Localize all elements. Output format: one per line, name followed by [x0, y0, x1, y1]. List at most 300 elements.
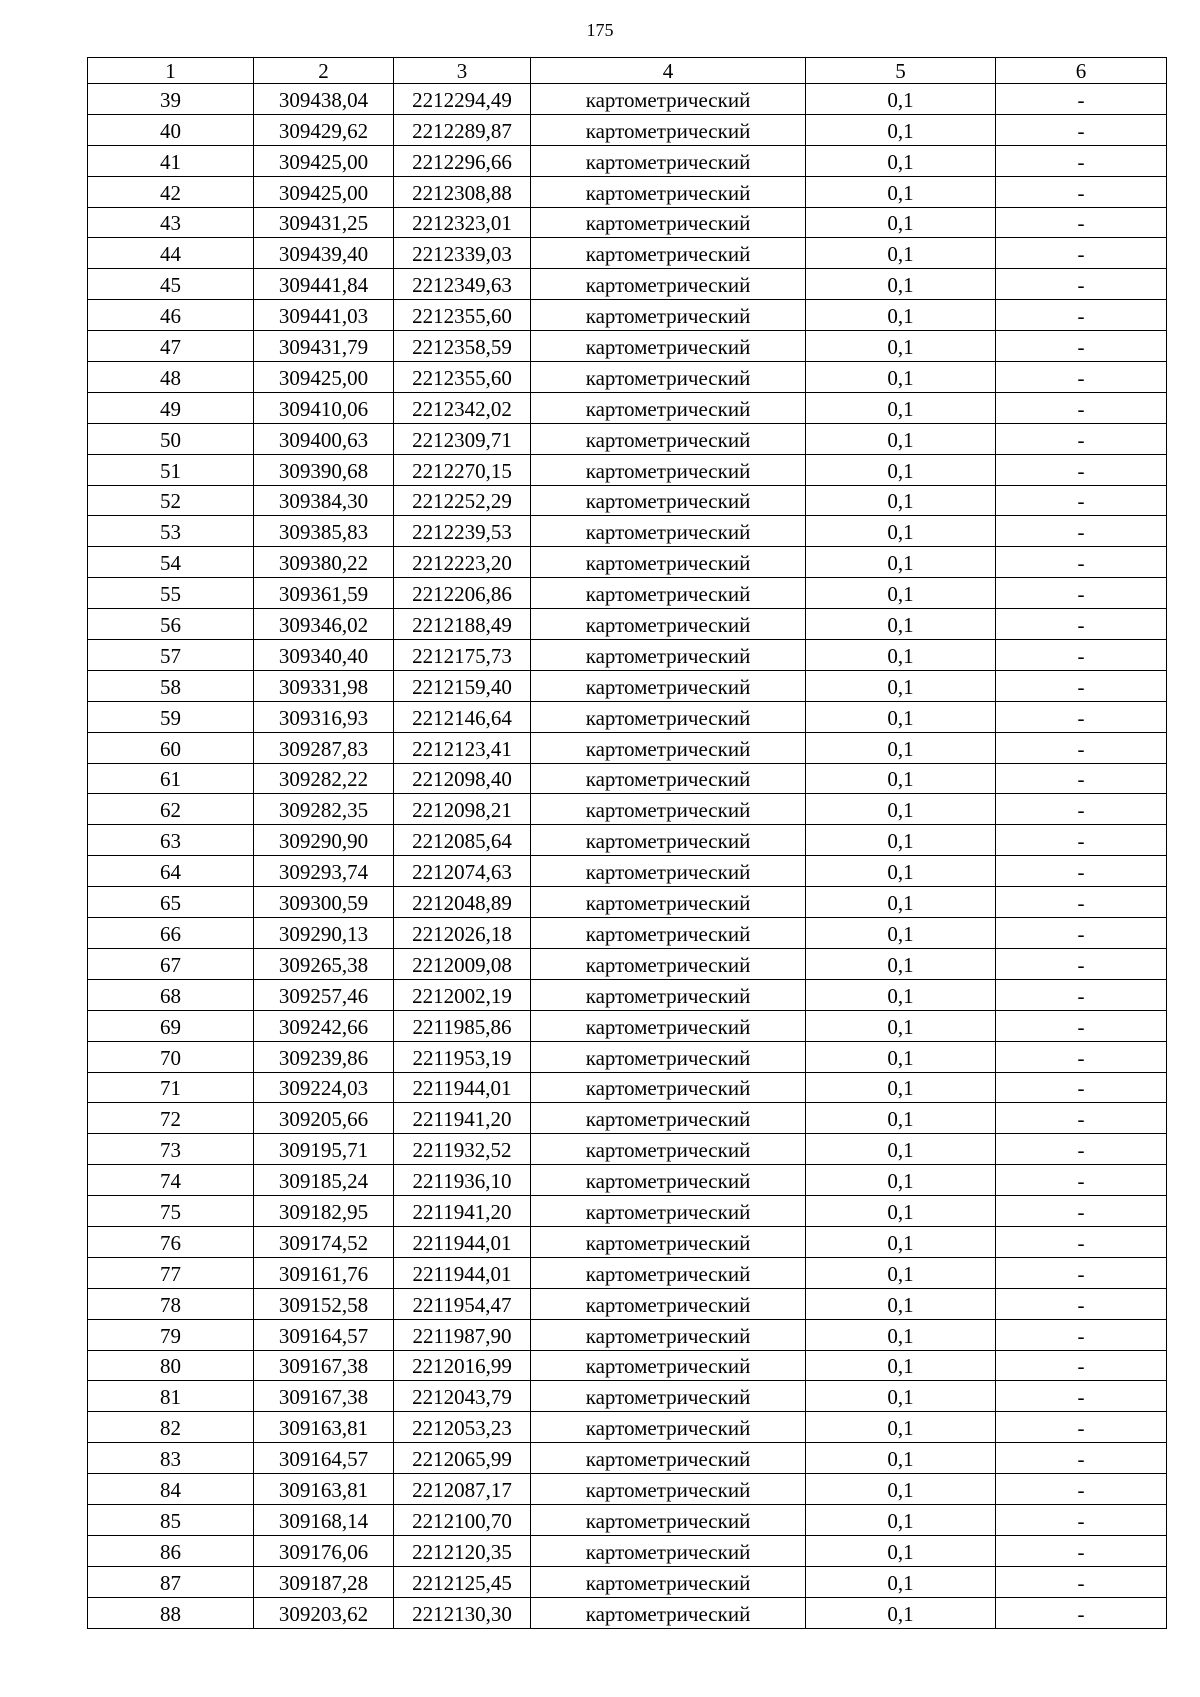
note-cell: - — [996, 207, 1167, 238]
x-coordinate-cell: 309152,58 — [254, 1288, 394, 1319]
y-coordinate-cell: 2212026,18 — [394, 918, 531, 949]
accuracy-cell: 0,1 — [806, 918, 996, 949]
note-cell: - — [996, 238, 1167, 269]
accuracy-cell: 0,1 — [806, 1597, 996, 1628]
x-coordinate-cell: 309282,35 — [254, 794, 394, 825]
table-row — [88, 640, 1167, 671]
method-cell: картометрический — [531, 887, 806, 918]
table-row — [88, 825, 1167, 856]
x-coordinate-cell: 309164,57 — [254, 1319, 394, 1350]
method-cell: картометрический — [531, 84, 806, 115]
point-number-cell: 46 — [88, 300, 254, 331]
accuracy-cell: 0,1 — [806, 1041, 996, 1072]
table-row — [88, 207, 1167, 238]
coordinates-table — [87, 57, 1167, 1629]
method-cell: картометрический — [531, 1103, 806, 1134]
table-row — [88, 609, 1167, 640]
point-number-cell: 80 — [88, 1350, 254, 1381]
y-coordinate-cell: 2211944,01 — [394, 1257, 531, 1288]
method-cell: картометрический — [531, 918, 806, 949]
method-cell: картометрический — [531, 979, 806, 1010]
method-cell: картометрический — [531, 238, 806, 269]
table-row — [88, 887, 1167, 918]
column-header: 1 — [88, 58, 254, 84]
accuracy-cell: 0,1 — [806, 331, 996, 362]
point-number-cell: 67 — [88, 948, 254, 979]
method-cell: картометрический — [531, 1134, 806, 1165]
point-number-cell: 63 — [88, 825, 254, 856]
note-cell: - — [996, 1010, 1167, 1041]
point-number-cell: 85 — [88, 1504, 254, 1535]
table-row — [88, 1535, 1167, 1566]
point-number-cell: 84 — [88, 1474, 254, 1505]
x-coordinate-cell: 309195,71 — [254, 1134, 394, 1165]
note-cell: - — [996, 887, 1167, 918]
note-cell: - — [996, 1134, 1167, 1165]
accuracy-cell: 0,1 — [806, 1165, 996, 1196]
point-number-cell: 66 — [88, 918, 254, 949]
point-number-cell: 56 — [88, 609, 254, 640]
table-row — [88, 918, 1167, 949]
point-number-cell: 58 — [88, 670, 254, 701]
table-row — [88, 1257, 1167, 1288]
note-cell: - — [996, 640, 1167, 671]
x-coordinate-cell: 309203,62 — [254, 1597, 394, 1628]
note-cell: - — [996, 145, 1167, 176]
accuracy-cell: 0,1 — [806, 207, 996, 238]
note-cell: - — [996, 485, 1167, 516]
method-cell: картометрический — [531, 331, 806, 362]
accuracy-cell: 0,1 — [806, 423, 996, 454]
table-row — [88, 84, 1167, 115]
point-number-cell: 52 — [88, 485, 254, 516]
accuracy-cell: 0,1 — [806, 1350, 996, 1381]
point-number-cell: 73 — [88, 1134, 254, 1165]
note-cell: - — [996, 979, 1167, 1010]
y-coordinate-cell: 2211932,52 — [394, 1134, 531, 1165]
y-coordinate-cell: 2212296,66 — [394, 145, 531, 176]
x-coordinate-cell: 309174,52 — [254, 1226, 394, 1257]
x-coordinate-cell: 309242,66 — [254, 1010, 394, 1041]
accuracy-cell: 0,1 — [806, 578, 996, 609]
accuracy-cell: 0,1 — [806, 1196, 996, 1227]
accuracy-cell: 0,1 — [806, 1257, 996, 1288]
point-number-cell: 81 — [88, 1381, 254, 1412]
x-coordinate-cell: 309182,95 — [254, 1196, 394, 1227]
y-coordinate-cell: 2212123,41 — [394, 732, 531, 763]
point-number-cell: 64 — [88, 856, 254, 887]
table-row — [88, 114, 1167, 145]
accuracy-cell: 0,1 — [806, 84, 996, 115]
accuracy-cell: 0,1 — [806, 763, 996, 794]
table-body — [88, 84, 1167, 1629]
x-coordinate-cell: 309316,93 — [254, 701, 394, 732]
x-coordinate-cell: 309257,46 — [254, 979, 394, 1010]
point-number-cell: 39 — [88, 84, 254, 115]
y-coordinate-cell: 2212206,86 — [394, 578, 531, 609]
column-header: 3 — [394, 58, 531, 84]
x-coordinate-cell: 309431,79 — [254, 331, 394, 362]
method-cell: картометрический — [531, 1196, 806, 1227]
y-coordinate-cell: 2211944,01 — [394, 1072, 531, 1103]
y-coordinate-cell: 2212355,60 — [394, 362, 531, 393]
column-header: 6 — [996, 58, 1167, 84]
x-coordinate-cell: 309187,28 — [254, 1566, 394, 1597]
x-coordinate-cell: 309282,22 — [254, 763, 394, 794]
note-cell: - — [996, 670, 1167, 701]
y-coordinate-cell: 2212252,29 — [394, 485, 531, 516]
x-coordinate-cell: 309290,13 — [254, 918, 394, 949]
y-coordinate-cell: 2212043,79 — [394, 1381, 531, 1412]
accuracy-cell: 0,1 — [806, 856, 996, 887]
x-coordinate-cell: 309425,00 — [254, 145, 394, 176]
note-cell: - — [996, 1350, 1167, 1381]
point-number-cell: 88 — [88, 1597, 254, 1628]
x-coordinate-cell: 309224,03 — [254, 1072, 394, 1103]
table-row — [88, 763, 1167, 794]
accuracy-cell: 0,1 — [806, 1072, 996, 1103]
method-cell: картометрический — [531, 1226, 806, 1257]
method-cell: картометрический — [531, 454, 806, 485]
x-coordinate-cell: 309439,40 — [254, 238, 394, 269]
accuracy-cell: 0,1 — [806, 145, 996, 176]
accuracy-cell: 0,1 — [806, 1443, 996, 1474]
note-cell: - — [996, 1319, 1167, 1350]
accuracy-cell: 0,1 — [806, 609, 996, 640]
note-cell: - — [996, 763, 1167, 794]
y-coordinate-cell: 2211953,19 — [394, 1041, 531, 1072]
y-coordinate-cell: 2212098,21 — [394, 794, 531, 825]
accuracy-cell: 0,1 — [806, 979, 996, 1010]
x-coordinate-cell: 309390,68 — [254, 454, 394, 485]
accuracy-cell: 0,1 — [806, 516, 996, 547]
note-cell: - — [996, 1257, 1167, 1288]
table-row — [88, 454, 1167, 485]
point-number-cell: 68 — [88, 979, 254, 1010]
method-cell: картометрический — [531, 609, 806, 640]
method-cell: картометрический — [531, 1072, 806, 1103]
point-number-cell: 87 — [88, 1566, 254, 1597]
y-coordinate-cell: 2212239,53 — [394, 516, 531, 547]
note-cell: - — [996, 176, 1167, 207]
point-number-cell: 42 — [88, 176, 254, 207]
y-coordinate-cell: 2212339,03 — [394, 238, 531, 269]
point-number-cell: 55 — [88, 578, 254, 609]
x-coordinate-cell: 309167,38 — [254, 1381, 394, 1412]
accuracy-cell: 0,1 — [806, 732, 996, 763]
method-cell: картометрический — [531, 1474, 806, 1505]
point-number-cell: 72 — [88, 1103, 254, 1134]
x-coordinate-cell: 309400,63 — [254, 423, 394, 454]
note-cell: - — [996, 1535, 1167, 1566]
method-cell: картометрический — [531, 392, 806, 423]
table-row — [88, 269, 1167, 300]
column-header: 2 — [254, 58, 394, 84]
table-row — [88, 176, 1167, 207]
x-coordinate-cell: 309425,00 — [254, 362, 394, 393]
accuracy-cell: 0,1 — [806, 1134, 996, 1165]
y-coordinate-cell: 2212309,71 — [394, 423, 531, 454]
accuracy-cell: 0,1 — [806, 1504, 996, 1535]
accuracy-cell: 0,1 — [806, 794, 996, 825]
y-coordinate-cell: 2212294,49 — [394, 84, 531, 115]
method-cell: картометрический — [531, 732, 806, 763]
method-cell: картометрический — [531, 1412, 806, 1443]
x-coordinate-cell: 309380,22 — [254, 547, 394, 578]
y-coordinate-cell: 2212358,59 — [394, 331, 531, 362]
x-coordinate-cell: 309205,66 — [254, 1103, 394, 1134]
x-coordinate-cell: 309340,40 — [254, 640, 394, 671]
table-row — [88, 331, 1167, 362]
note-cell: - — [996, 578, 1167, 609]
y-coordinate-cell: 2212355,60 — [394, 300, 531, 331]
accuracy-cell: 0,1 — [806, 1474, 996, 1505]
point-number-cell: 57 — [88, 640, 254, 671]
note-cell: - — [996, 1566, 1167, 1597]
y-coordinate-cell: 2212342,02 — [394, 392, 531, 423]
accuracy-cell: 0,1 — [806, 176, 996, 207]
table-row — [88, 485, 1167, 516]
point-number-cell: 60 — [88, 732, 254, 763]
point-number-cell: 59 — [88, 701, 254, 732]
note-cell: - — [996, 1288, 1167, 1319]
point-number-cell: 53 — [88, 516, 254, 547]
table-row — [88, 1041, 1167, 1072]
table-row — [88, 1010, 1167, 1041]
x-coordinate-cell: 309293,74 — [254, 856, 394, 887]
point-number-cell: 47 — [88, 331, 254, 362]
y-coordinate-cell: 2212223,20 — [394, 547, 531, 578]
y-coordinate-cell: 2212009,08 — [394, 948, 531, 979]
accuracy-cell: 0,1 — [806, 1010, 996, 1041]
table-row — [88, 856, 1167, 887]
note-cell: - — [996, 732, 1167, 763]
method-cell: картометрический — [531, 1041, 806, 1072]
method-cell: картометрический — [531, 207, 806, 238]
y-coordinate-cell: 2212002,19 — [394, 979, 531, 1010]
y-coordinate-cell: 2212308,88 — [394, 176, 531, 207]
table-row — [88, 1165, 1167, 1196]
method-cell: картометрический — [531, 362, 806, 393]
method-cell: картометрический — [531, 856, 806, 887]
y-coordinate-cell: 2212175,73 — [394, 640, 531, 671]
y-coordinate-cell: 2211941,20 — [394, 1103, 531, 1134]
x-coordinate-cell: 309384,30 — [254, 485, 394, 516]
method-cell: картометрический — [531, 269, 806, 300]
y-coordinate-cell: 2212130,30 — [394, 1597, 531, 1628]
accuracy-cell: 0,1 — [806, 392, 996, 423]
y-coordinate-cell: 2211944,01 — [394, 1226, 531, 1257]
note-cell: - — [996, 1041, 1167, 1072]
note-cell: - — [996, 1412, 1167, 1443]
table-row — [88, 1196, 1167, 1227]
x-coordinate-cell: 309290,90 — [254, 825, 394, 856]
y-coordinate-cell: 2212120,35 — [394, 1535, 531, 1566]
method-cell: картометрический — [531, 516, 806, 547]
method-cell: картометрический — [531, 145, 806, 176]
y-coordinate-cell: 2212289,87 — [394, 114, 531, 145]
point-number-cell: 45 — [88, 269, 254, 300]
method-cell: картометрический — [531, 423, 806, 454]
accuracy-cell: 0,1 — [806, 887, 996, 918]
accuracy-cell: 0,1 — [806, 269, 996, 300]
note-cell: - — [996, 948, 1167, 979]
note-cell: - — [996, 516, 1167, 547]
x-coordinate-cell: 309161,76 — [254, 1257, 394, 1288]
method-cell: картометрический — [531, 1566, 806, 1597]
method-cell: картометрический — [531, 794, 806, 825]
table-row — [88, 578, 1167, 609]
y-coordinate-cell: 2212016,99 — [394, 1350, 531, 1381]
note-cell: - — [996, 1196, 1167, 1227]
note-cell: - — [996, 362, 1167, 393]
point-number-cell: 62 — [88, 794, 254, 825]
method-cell: картометрический — [531, 948, 806, 979]
method-cell: картометрический — [531, 1443, 806, 1474]
accuracy-cell: 0,1 — [806, 825, 996, 856]
note-cell: - — [996, 918, 1167, 949]
y-coordinate-cell: 2212188,49 — [394, 609, 531, 640]
method-cell: картометрический — [531, 300, 806, 331]
x-coordinate-cell: 309185,24 — [254, 1165, 394, 1196]
x-coordinate-cell: 309385,83 — [254, 516, 394, 547]
accuracy-cell: 0,1 — [806, 454, 996, 485]
x-coordinate-cell: 309167,38 — [254, 1350, 394, 1381]
note-cell: - — [996, 1474, 1167, 1505]
note-cell: - — [996, 1443, 1167, 1474]
note-cell: - — [996, 1103, 1167, 1134]
note-cell: - — [996, 1072, 1167, 1103]
point-number-cell: 41 — [88, 145, 254, 176]
y-coordinate-cell: 2212146,64 — [394, 701, 531, 732]
method-cell: картометрический — [531, 485, 806, 516]
header-row — [88, 58, 1167, 84]
table-row — [88, 238, 1167, 269]
note-cell: - — [996, 794, 1167, 825]
table-row — [88, 423, 1167, 454]
method-cell: картометрический — [531, 1381, 806, 1412]
method-cell: картометрический — [531, 1010, 806, 1041]
x-coordinate-cell: 309441,84 — [254, 269, 394, 300]
y-coordinate-cell: 2211936,10 — [394, 1165, 531, 1196]
table-row — [88, 1288, 1167, 1319]
method-cell: картометрический — [531, 547, 806, 578]
y-coordinate-cell: 2212098,40 — [394, 763, 531, 794]
note-cell: - — [996, 423, 1167, 454]
accuracy-cell: 0,1 — [806, 1288, 996, 1319]
page-number: 175 — [586, 20, 614, 40]
accuracy-cell: 0,1 — [806, 1226, 996, 1257]
table-row — [88, 1226, 1167, 1257]
table-row — [88, 1412, 1167, 1443]
point-number-cell: 40 — [88, 114, 254, 145]
point-number-cell: 65 — [88, 887, 254, 918]
table-row — [88, 145, 1167, 176]
note-cell: - — [996, 701, 1167, 732]
x-coordinate-cell: 309176,06 — [254, 1535, 394, 1566]
note-cell: - — [996, 269, 1167, 300]
accuracy-cell: 0,1 — [806, 640, 996, 671]
table-row — [88, 300, 1167, 331]
table-row — [88, 670, 1167, 701]
accuracy-cell: 0,1 — [806, 701, 996, 732]
table-header — [88, 58, 1167, 84]
table-row — [88, 1103, 1167, 1134]
y-coordinate-cell: 2212100,70 — [394, 1504, 531, 1535]
method-cell: картометрический — [531, 825, 806, 856]
note-cell: - — [996, 856, 1167, 887]
table-row — [88, 794, 1167, 825]
point-number-cell: 50 — [88, 423, 254, 454]
point-number-cell: 83 — [88, 1443, 254, 1474]
point-number-cell: 78 — [88, 1288, 254, 1319]
note-cell: - — [996, 114, 1167, 145]
point-number-cell: 44 — [88, 238, 254, 269]
point-number-cell: 54 — [88, 547, 254, 578]
point-number-cell: 69 — [88, 1010, 254, 1041]
y-coordinate-cell: 2212323,01 — [394, 207, 531, 238]
note-cell: - — [996, 825, 1167, 856]
point-number-cell: 74 — [88, 1165, 254, 1196]
y-coordinate-cell: 2212048,89 — [394, 887, 531, 918]
method-cell: картометрический — [531, 763, 806, 794]
accuracy-cell: 0,1 — [806, 300, 996, 331]
point-number-cell: 82 — [88, 1412, 254, 1443]
method-cell: картометрический — [531, 1165, 806, 1196]
point-number-cell: 79 — [88, 1319, 254, 1350]
method-cell: картометрический — [531, 114, 806, 145]
x-coordinate-cell: 309425,00 — [254, 176, 394, 207]
table-row — [88, 547, 1167, 578]
method-cell: картометрический — [531, 1597, 806, 1628]
x-coordinate-cell: 309361,59 — [254, 578, 394, 609]
x-coordinate-cell: 309287,83 — [254, 732, 394, 763]
point-number-cell: 71 — [88, 1072, 254, 1103]
table-row — [88, 732, 1167, 763]
point-number-cell: 48 — [88, 362, 254, 393]
point-number-cell: 51 — [88, 454, 254, 485]
table-row — [88, 1381, 1167, 1412]
y-coordinate-cell: 2211985,86 — [394, 1010, 531, 1041]
note-cell: - — [996, 84, 1167, 115]
point-number-cell: 76 — [88, 1226, 254, 1257]
y-coordinate-cell: 2212087,17 — [394, 1474, 531, 1505]
method-cell: картометрический — [531, 701, 806, 732]
point-number-cell: 70 — [88, 1041, 254, 1072]
table-row — [88, 392, 1167, 423]
table-row — [88, 1443, 1167, 1474]
y-coordinate-cell: 2211954,47 — [394, 1288, 531, 1319]
y-coordinate-cell: 2212074,63 — [394, 856, 531, 887]
column-header: 4 — [531, 58, 806, 84]
y-coordinate-cell: 2211987,90 — [394, 1319, 531, 1350]
accuracy-cell: 0,1 — [806, 238, 996, 269]
table-row — [88, 1597, 1167, 1628]
table-row — [88, 1134, 1167, 1165]
note-cell: - — [996, 1226, 1167, 1257]
note-cell: - — [996, 454, 1167, 485]
note-cell: - — [996, 300, 1167, 331]
accuracy-cell: 0,1 — [806, 547, 996, 578]
method-cell: картометрический — [531, 1288, 806, 1319]
y-coordinate-cell: 2212349,63 — [394, 269, 531, 300]
method-cell: картометрический — [531, 640, 806, 671]
method-cell: картометрический — [531, 578, 806, 609]
note-cell: - — [996, 1597, 1167, 1628]
table-row — [88, 1350, 1167, 1381]
table-row — [88, 516, 1167, 547]
point-number-cell: 86 — [88, 1535, 254, 1566]
